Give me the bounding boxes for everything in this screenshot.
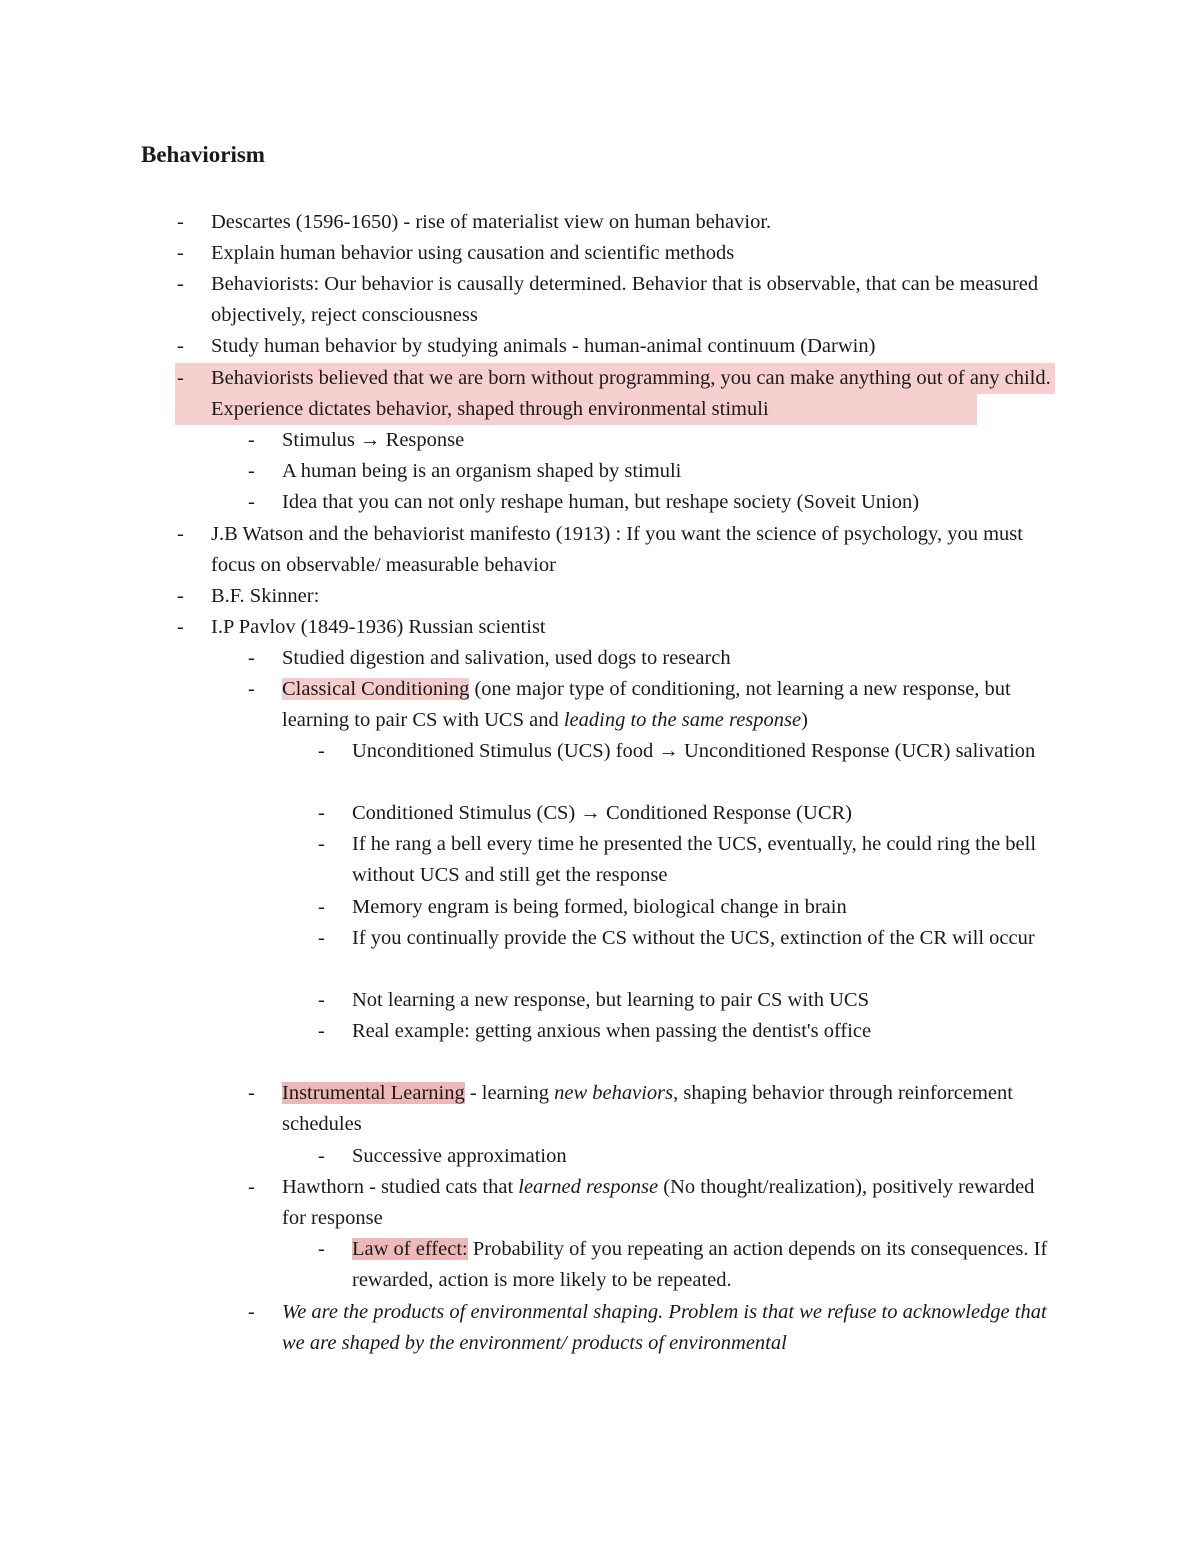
list-item-text: Study human behavior by studying animals - human-animal continuum (Darwin) bbox=[211, 335, 876, 357]
highlighted-term: Law of effect: bbox=[352, 1238, 468, 1260]
sub-list-item bbox=[248, 1297, 1062, 1359]
bullet-dash: - bbox=[318, 802, 325, 824]
bullet-dash: - bbox=[248, 1301, 255, 1323]
list-item-text: ) bbox=[801, 709, 808, 732]
sub-sub-list-item bbox=[318, 829, 1052, 891]
list-item bbox=[177, 331, 1061, 362]
bullet-dash: - bbox=[318, 833, 325, 855]
bullet-dash: - bbox=[248, 460, 255, 482]
bullet-dash: - bbox=[318, 1145, 325, 1167]
list-item bbox=[177, 269, 1061, 331]
sub-sub-list-item bbox=[318, 892, 1052, 923]
sub-sub-list-item bbox=[318, 985, 1052, 1016]
list-item-text: Successive approximation bbox=[352, 1145, 567, 1167]
list-item-text: , shaping behavior through reinforcement schedules bbox=[282, 1082, 1013, 1136]
list-item-text: Not learning a new response, but learning to pair CS with UCS bbox=[352, 989, 869, 1011]
list-item-text: (No thought/realization), positively rewarded for response bbox=[282, 1176, 1035, 1230]
bullet-dash: - bbox=[248, 491, 255, 513]
bullet-dash: - bbox=[177, 273, 184, 295]
bullet-dash: - bbox=[318, 927, 325, 949]
bullet-dash: - bbox=[318, 740, 325, 762]
list-item-text: Memory engram is being formed, biological change in brain bbox=[352, 896, 847, 918]
emphasis-text: We are the products of environmental shaping. Problem is that we refuse to acknowledge that we are shaped by the environment/ products of environmental bbox=[282, 1301, 1047, 1355]
sub-list-item bbox=[248, 456, 1062, 487]
bullet-dash: - bbox=[318, 896, 325, 918]
sub-list-item bbox=[248, 674, 1062, 736]
bullet-dash: - bbox=[248, 678, 255, 700]
sub-sub-list-item bbox=[318, 798, 1052, 829]
bullet-dash: - bbox=[318, 1020, 325, 1042]
list-item bbox=[177, 612, 1061, 643]
list-item-text: If you continually provide the CS without the UCS, extinction of the CR will occur bbox=[352, 927, 1035, 949]
list-item-text: J.B Watson and the behaviorist manifesto (1913) : If you want the science of psychology, you must focus on observable/ measurable behavior bbox=[211, 523, 1023, 577]
emphasis-text: leading to the same response bbox=[563, 709, 802, 732]
sub-sub-list-item bbox=[318, 736, 1052, 767]
bullet-dash: - bbox=[248, 429, 255, 451]
sub-list-item bbox=[248, 1078, 1062, 1140]
list-item-text: If he rang a bell every time he presented the UCS, eventually, he could ring the bell without UCS and still get the response bbox=[352, 833, 1037, 887]
list-item bbox=[177, 207, 1061, 238]
page-title: Behaviorism bbox=[141, 142, 265, 167]
bullet-dash: - bbox=[248, 647, 255, 669]
list-item-text: Descartes (1596-1650) - rise of materialist view on human behavior. bbox=[211, 211, 772, 233]
sub-list-item bbox=[248, 643, 1062, 674]
list-item-text: Explain human behavior using causation and scientific methods bbox=[211, 242, 735, 264]
highlighted-term: Instrumental Learning bbox=[282, 1082, 465, 1104]
bullet-dash: - bbox=[177, 335, 184, 357]
list-item-text: Unconditioned Stimulus (UCS) food → Unconditioned Response (UCR) salivation bbox=[352, 740, 1036, 762]
list-item bbox=[177, 238, 1061, 269]
bullet-dash: - bbox=[248, 1176, 255, 1198]
bullet-dash: - bbox=[177, 367, 184, 389]
sub-sub-list-item bbox=[318, 1234, 1052, 1296]
list-item-text: Stimulus → Response bbox=[282, 429, 465, 451]
bullet-dash: - bbox=[318, 989, 325, 1011]
bullet-dash: - bbox=[177, 616, 184, 638]
sub-list-item bbox=[248, 425, 1062, 456]
bullet-dash: - bbox=[248, 1082, 255, 1104]
sub-list-item bbox=[248, 487, 1062, 518]
list-item-text: Studied digestion and salivation, used dogs to research bbox=[282, 647, 731, 669]
sub-sub-list-item bbox=[318, 1141, 1052, 1172]
list-item-text: B.F. Skinner: bbox=[211, 585, 320, 607]
list-item-text: Probability of you repeating an action depends on its consequences. If rewarded, action is more likely to be repeated. bbox=[352, 1238, 1048, 1292]
list-item bbox=[177, 519, 1061, 581]
list-item-text: Idea that you can not only reshape human, but reshape society (Soveit Union) bbox=[282, 491, 920, 513]
list-item-highlighted bbox=[177, 363, 1061, 425]
bullet-dash: - bbox=[177, 211, 184, 233]
emphasis-text: new behaviors bbox=[554, 1082, 674, 1104]
bullet-dash: - bbox=[177, 242, 184, 264]
sub-sub-list-item bbox=[318, 923, 1052, 954]
list-item-text: Behaviorists: Our behavior is causally determined. Behavior that is observable, that can be measured objectively, reject consciousness bbox=[211, 273, 1039, 327]
emphasis-text: learned response bbox=[518, 1176, 659, 1198]
list-item-text: Behaviorists believed that we are born without programming, you can make anything out of any child. Experience dictates behavior, shaped through environmental stimuli bbox=[211, 367, 1051, 421]
sub-sub-list-item bbox=[318, 1016, 1052, 1047]
bullet-dash: - bbox=[318, 1238, 325, 1260]
sub-list-item bbox=[248, 1172, 1062, 1234]
list-item-text: Hawthorn - studied cats that bbox=[282, 1176, 519, 1198]
list-item-text: I.P Pavlov (1849-1936) Russian scientist bbox=[211, 616, 546, 638]
list-item-text: - learning bbox=[464, 1082, 555, 1104]
list-item-text: Conditioned Stimulus (CS) → Conditioned Response (UCR) bbox=[352, 802, 852, 824]
bullet-dash: - bbox=[177, 585, 184, 607]
bullet-dash: - bbox=[177, 523, 184, 545]
list-item bbox=[177, 581, 1061, 612]
list-item-text: Real example: getting anxious when passing the dentist's office bbox=[352, 1020, 872, 1042]
list-item-text: A human being is an organism shaped by stimuli bbox=[282, 460, 682, 482]
list-item-text: (one major type of conditioning, not learning a new response, but learning to pair CS with UCS and bbox=[282, 678, 1011, 732]
highlighted-term: Classical Conditioning bbox=[282, 678, 470, 700]
